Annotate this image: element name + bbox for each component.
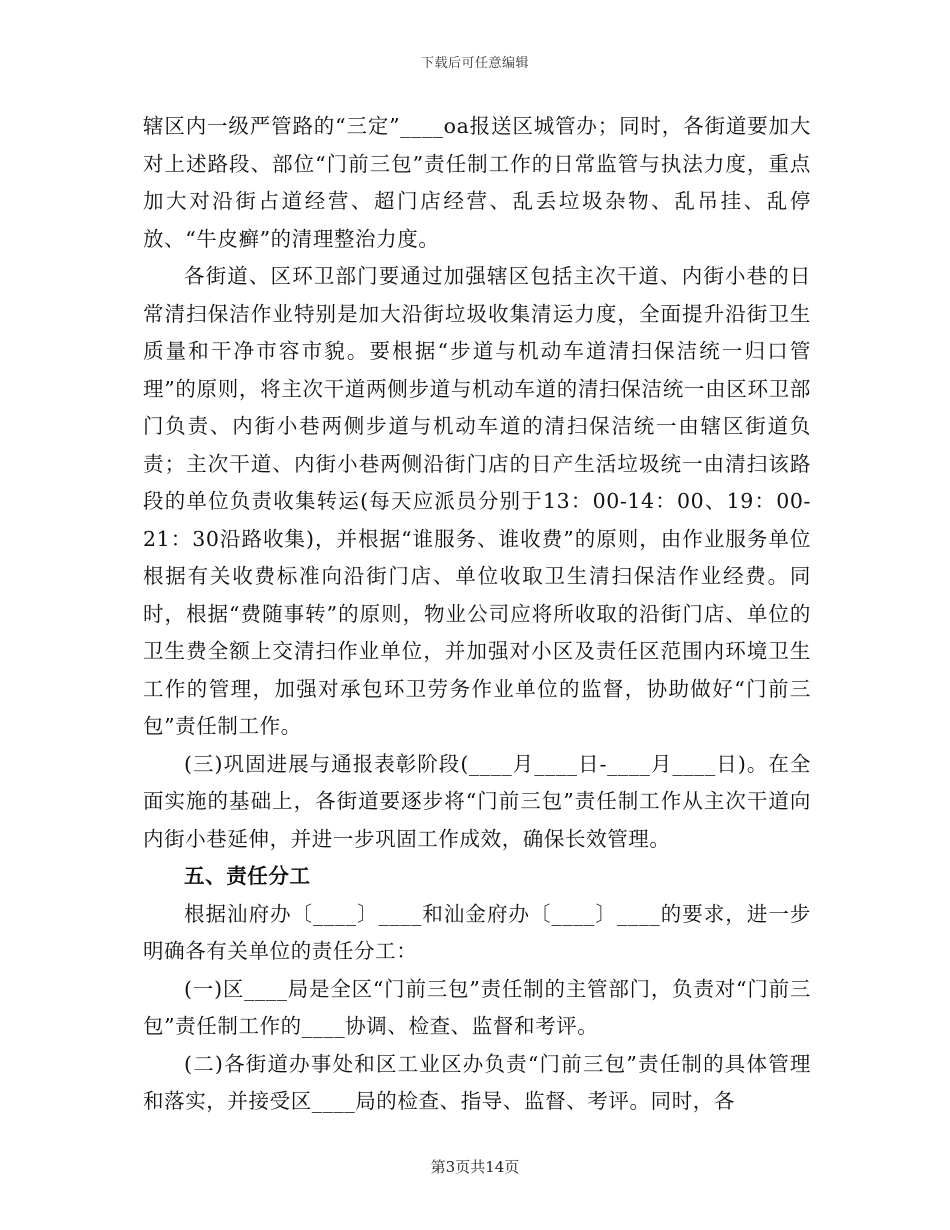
section-heading-responsibilities: 五、责任分工 (184, 864, 311, 888)
page-footer: 第3页共14页 (430, 1158, 520, 1176)
paragraph-phase-three: (三)巩固进展与通报表彰阶段(____月____日-____月____日)。在全面实施的基础上，各街道要逐步将“门前三包”责任制工作从主次干道向内街小巷延伸，并进一步巩固工作成效，确保长效管理。 (143, 751, 811, 851)
paragraph-item-one: (一)区____局是全区“门前三包”责任制的主管部门，负责对“门前三包”责任制工作的____协调、检查、监督和考评。 (143, 976, 811, 1038)
paragraph-cleaning: 各街道、区环卫部门要通过加强辖区包括主次干道、内街小巷的日常清扫保洁作业特别是加大沿街垃圾收集清运力度，全面提升沿街卫生质量和干净市容市貌。要根据“步道与机动车道清扫保洁统一归口管理”的原则，将主次干道两侧步道与机动车道的清扫保洁统一由区环卫部门负责、内街小巷两侧步道与机动车道的清扫保洁统一由辖区街道负责；主次干道、内街小巷两侧沿街门店的日产生活垃圾统一由清扫该路段的单位负责收集转运(每天应派员分别于13：00-14：00、19：00-21：30沿路收集)，并根据“谁服务、谁收费”的原则，由作业服务单位根据有关收费标准向沿街门店、单位收取卫生清扫保洁作业经费。同时，根据“费随事转”的原则，物业公司应将所收取的沿街门店、单位的卫生费全额上交清扫作业单位，并加强对小区及责任区范围内环境卫生工作的管理，加强对承包环卫劳务作业单位的监督，协助做好“门前三包”责任制工作。 (143, 264, 811, 738)
paragraph-continued: 辖区内一级严管路的“三定”____oa报送区城管办；同时，各街道要加大对上述路段、部位“门前三包”责任制工作的日常监管与执法力度，重点加大对沿街占道经营、超门店经营、乱丢垃圾杂物、乱吊挂、乱停放、“牛皮癣”的清理整治力度。 (143, 114, 811, 251)
page-header: 下载后可任意编辑 (420, 56, 529, 71)
paragraph-basis: 根据汕府办〔____〕____和汕金府办〔____〕____的要求，进一步明确各有关单位的责任分工： (143, 901, 811, 963)
document-body (143, 108, 811, 1121)
paragraph-item-two: (二)各街道办事处和区工业区办负责“门前三包”责任制的具体管理和落实，并接受区____局的检查、指导、监督、考评。同时，各 (143, 1051, 811, 1113)
